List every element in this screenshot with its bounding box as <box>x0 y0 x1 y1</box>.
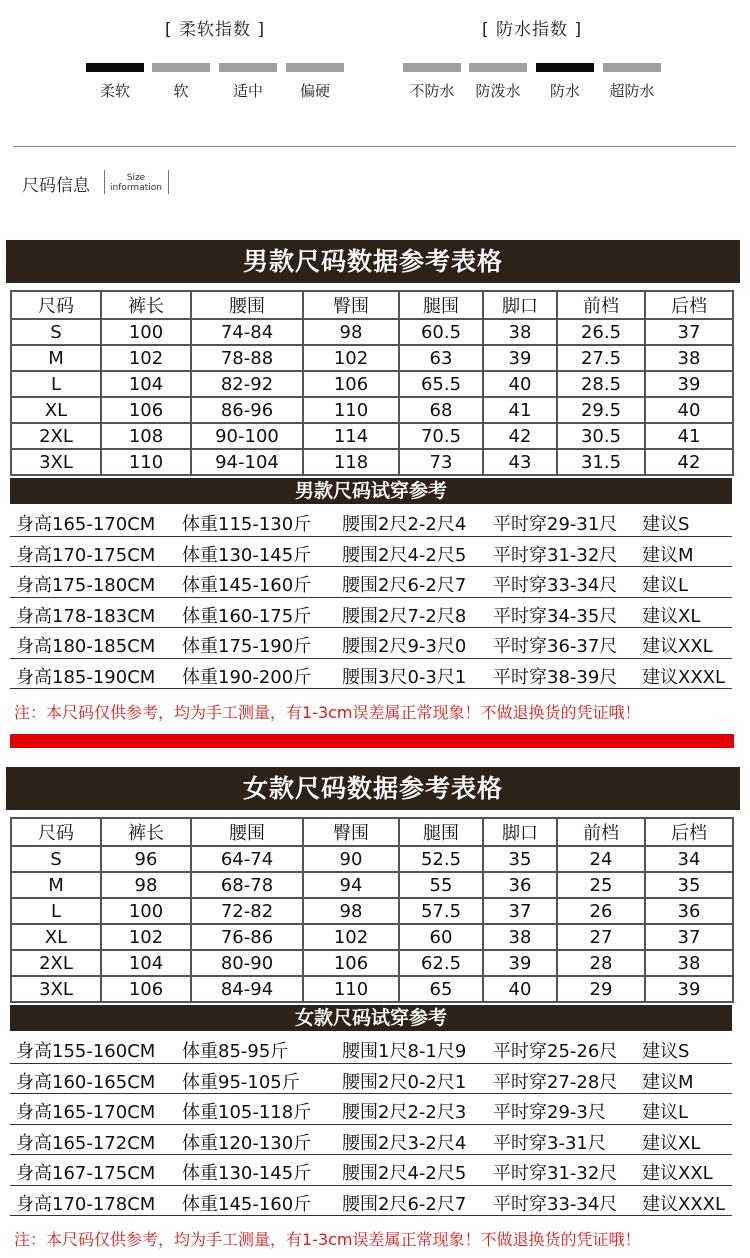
table-cell: 65.5 <box>399 371 483 397</box>
table-cell: 37 <box>645 924 733 950</box>
tryon-cell: 体重145-160斤 <box>182 575 312 596</box>
softness-label: 偏硬 <box>299 82 330 100</box>
table-row <box>11 423 733 449</box>
tryon-cell: 平时穿36-37尺 <box>493 636 618 657</box>
waterproof-label: 防泼水 <box>475 82 521 100</box>
table-cell: 76-86 <box>191 924 303 950</box>
softness-label: 软 <box>173 82 189 100</box>
tryon-cell: 体重120-130斤 <box>182 1132 312 1154</box>
tryon-cell: 体重105-118斤 <box>182 1102 312 1123</box>
tryon-row <box>10 1125 732 1156</box>
table-cell: 29.5 <box>557 397 645 423</box>
table-cell: 39 <box>645 371 733 397</box>
column-header: 前档 <box>557 291 645 319</box>
tryon-row <box>10 537 732 568</box>
table-cell: 24 <box>557 846 645 872</box>
column-header: 腿围 <box>399 818 483 846</box>
men-note: 注：本尺码仅供参考，均为手工测量，有1-3cm误差属正常现象！不做退换货的凭证哦！ <box>14 703 641 722</box>
tryon-cell: 体重190-200斤 <box>182 666 312 688</box>
tryon-cell: 平时穿31-32尺 <box>493 1163 618 1184</box>
tryon-cell: 身高185-190CM <box>16 666 156 688</box>
table-cell: 68 <box>399 397 483 423</box>
softness-label: 适中 <box>232 82 263 100</box>
table-row <box>11 319 733 345</box>
table-cell: 114 <box>303 423 399 449</box>
table-cell: 27 <box>557 924 645 950</box>
table-cell: 39 <box>483 950 557 976</box>
table-cell: 40 <box>645 397 733 423</box>
tryon-cell: 平时穿31-32尺 <box>493 544 618 566</box>
table-cell: 102 <box>303 924 399 950</box>
table-cell: 60 <box>399 924 483 950</box>
column-header: 后档 <box>645 818 733 846</box>
table-cell: 90 <box>303 846 399 872</box>
tryon-cell: 身高180-185CM <box>16 636 156 657</box>
table-cell: 26.5 <box>557 319 645 345</box>
table-cell: 25 <box>557 872 645 898</box>
tryon-cell: 平时穿29-31尺 <box>493 514 618 535</box>
table-cell: 98 <box>303 319 399 345</box>
tryon-row <box>10 1155 732 1186</box>
divider <box>104 170 105 194</box>
red-divider <box>10 734 734 748</box>
column-header: 臀围 <box>303 818 399 846</box>
tryon-cell: 平时穿33-34尺 <box>493 575 618 596</box>
table-cell: 106 <box>303 950 399 976</box>
table-cell: 98 <box>303 898 399 924</box>
table-cell: 74-84 <box>191 319 303 345</box>
tryon-cell: 身高178-183CM <box>16 605 156 627</box>
tryon-cell: 平时穿34-35尺 <box>493 605 618 627</box>
tryon-row <box>10 628 732 659</box>
table-cell: 41 <box>645 423 733 449</box>
table-cell: 38 <box>483 319 557 345</box>
tryon-cell: 体重160-175斤 <box>182 605 312 627</box>
table-row <box>11 872 733 898</box>
tryon-cell: 体重145-160斤 <box>182 1193 312 1215</box>
tryon-cell: 建议L <box>642 1102 689 1123</box>
table-cell: 26 <box>557 898 645 924</box>
tryon-cell: 建议XXL <box>642 1163 713 1184</box>
tryon-cell: 平时穿25-26尺 <box>493 1041 618 1062</box>
waterproof-label: 防水 <box>549 82 580 100</box>
table-cell: 100 <box>101 319 191 345</box>
tryon-cell: 建议XXL <box>642 636 713 657</box>
table-cell: XL <box>11 397 101 423</box>
table-row <box>11 449 733 475</box>
table-cell: 90-100 <box>191 423 303 449</box>
tryon-cell: 腰围2尺2-2尺3 <box>342 1102 467 1123</box>
tryon-cell: 身高170-178CM <box>16 1193 156 1215</box>
table-cell: 102 <box>101 924 191 950</box>
table-cell: 35 <box>645 872 733 898</box>
women-tryon-list <box>10 1033 732 1216</box>
table-cell: 100 <box>101 898 191 924</box>
table-cell: 3XL <box>11 449 101 475</box>
tryon-cell: 身高165-170CM <box>16 1102 156 1123</box>
column-header: 裤长 <box>101 818 191 846</box>
column-header: 腿围 <box>399 291 483 319</box>
tryon-cell: 平时穿33-34尺 <box>493 1193 618 1215</box>
table-cell: 68-78 <box>191 872 303 898</box>
table-row <box>11 924 733 950</box>
column-header: 后档 <box>645 291 733 319</box>
table-cell: 29 <box>557 976 645 1002</box>
column-header: 尺码 <box>11 818 101 846</box>
table-cell: 80-90 <box>191 950 303 976</box>
table-cell: M <box>11 345 101 371</box>
tryon-cell: 建议S <box>642 1041 690 1062</box>
softness-title: [ 柔软指数 ] <box>165 20 266 40</box>
table-cell: L <box>11 371 101 397</box>
table-cell: 37 <box>645 319 733 345</box>
table-cell: 36 <box>483 872 557 898</box>
tryon-cell: 体重175-190斤 <box>182 636 312 657</box>
tryon-cell: 平时穿29-3尺 <box>493 1102 606 1123</box>
table-cell: 42 <box>483 423 557 449</box>
tryon-row <box>10 1186 732 1217</box>
tryon-cell: 身高167-175CM <box>16 1163 156 1184</box>
table-cell: 52.5 <box>399 846 483 872</box>
table-row <box>11 397 733 423</box>
column-header: 脚口 <box>483 818 557 846</box>
tryon-cell: 建议XXXL <box>642 666 726 688</box>
men-tryon-banner: 男款尺码试穿参考 <box>10 478 732 504</box>
column-header: 裤长 <box>101 291 191 319</box>
divider <box>14 146 736 147</box>
men-table-banner: 男款尺码数据参考表格 <box>6 240 740 283</box>
table-cell: 70.5 <box>399 423 483 449</box>
table-cell: 40 <box>483 371 557 397</box>
tryon-cell: 体重115-130斤 <box>182 514 312 535</box>
table-cell: 31.5 <box>557 449 645 475</box>
table-cell: 38 <box>483 924 557 950</box>
softness-bar-1 <box>86 63 144 72</box>
tryon-cell: 体重130-145斤 <box>182 1163 312 1184</box>
tryon-cell: 建议L <box>642 575 689 596</box>
table-cell: 110 <box>303 397 399 423</box>
tryon-cell: 身高165-170CM <box>16 514 156 535</box>
table-cell: S <box>11 846 101 872</box>
table-header-row <box>11 818 733 846</box>
tryon-row <box>10 1033 732 1064</box>
tryon-cell: 建议XL <box>642 1132 701 1154</box>
table-cell: 36 <box>645 898 733 924</box>
table-cell: 110 <box>303 976 399 1002</box>
column-header: 脚口 <box>483 291 557 319</box>
table-cell: 63 <box>399 345 483 371</box>
table-header-row <box>11 291 733 319</box>
tryon-cell: 身高165-172CM <box>16 1132 156 1154</box>
waterproof-bar-1 <box>403 63 461 72</box>
men-tryon-list <box>10 506 732 689</box>
women-table-banner: 女款尺码数据参考表格 <box>6 767 740 810</box>
waterproof-title: [ 防水指数 ] <box>482 20 583 40</box>
softness-label: 柔软 <box>99 82 130 100</box>
tryon-cell: 建议S <box>642 514 690 535</box>
men-size-table <box>10 290 734 476</box>
table-cell: 35 <box>483 846 557 872</box>
tryon-cell: 体重85-95斤 <box>182 1041 289 1062</box>
tryon-cell: 身高175-180CM <box>16 575 156 596</box>
table-cell: 38 <box>645 950 733 976</box>
table-cell: 96 <box>101 846 191 872</box>
tryon-cell: 建议XL <box>642 605 701 627</box>
table-cell: 28.5 <box>557 371 645 397</box>
table-cell: 86-96 <box>191 397 303 423</box>
waterproof-label: 不防水 <box>409 82 455 100</box>
tryon-cell: 腰围3尺0-3尺1 <box>342 666 467 688</box>
tryon-cell: 平时穿38-39尺 <box>493 666 618 688</box>
column-header: 腰围 <box>191 291 303 319</box>
tryon-cell: 建议XXXL <box>642 1193 726 1215</box>
table-cell: 106 <box>101 976 191 1002</box>
tryon-row <box>10 506 732 537</box>
waterproof-label: 超防水 <box>609 82 655 100</box>
table-cell: 43 <box>483 449 557 475</box>
table-cell: 118 <box>303 449 399 475</box>
column-header: 腰围 <box>191 818 303 846</box>
column-header: 前档 <box>557 818 645 846</box>
tryon-cell: 腰围2尺9-3尺0 <box>342 636 467 657</box>
waterproof-bar-2 <box>469 63 527 72</box>
tryon-cell: 身高155-160CM <box>16 1041 156 1062</box>
tryon-cell: 体重95-105斤 <box>182 1071 300 1093</box>
table-cell: 2XL <box>11 950 101 976</box>
table-cell: 102 <box>101 345 191 371</box>
column-header: 臀围 <box>303 291 399 319</box>
table-cell: 34 <box>645 846 733 872</box>
table-cell: 104 <box>101 371 191 397</box>
tryon-cell: 腰围2尺2-2尺4 <box>342 514 467 535</box>
table-cell: 28 <box>557 950 645 976</box>
table-cell: 78-88 <box>191 345 303 371</box>
women-note: 注：本尺码仅供参考，均为手工测量，有1-3cm误差属正常现象！不做退换货的凭证哦！ <box>14 1230 641 1249</box>
tryon-cell: 腰围2尺6-2尺7 <box>342 1193 467 1215</box>
tryon-row <box>10 659 732 690</box>
size-info-subtitle-line2: information <box>110 183 162 193</box>
tryon-row <box>10 1064 732 1095</box>
table-cell: 102 <box>303 345 399 371</box>
table-cell: 64-74 <box>191 846 303 872</box>
table-cell: M <box>11 872 101 898</box>
table-cell: 27.5 <box>557 345 645 371</box>
divider <box>168 170 169 194</box>
table-cell: 84-94 <box>191 976 303 1002</box>
table-cell: 55 <box>399 872 483 898</box>
table-row <box>11 898 733 924</box>
tryon-cell: 腰围1尺8-1尺9 <box>342 1041 467 1062</box>
tryon-cell: 体重130-145斤 <box>182 544 312 566</box>
tryon-cell: 建议M <box>642 544 694 566</box>
waterproof-bar-4 <box>603 63 661 72</box>
table-row <box>11 950 733 976</box>
table-row <box>11 345 733 371</box>
table-cell: 110 <box>101 449 191 475</box>
table-cell: L <box>11 898 101 924</box>
tryon-cell: 身高170-175CM <box>16 544 156 566</box>
table-cell: 65 <box>399 976 483 1002</box>
tryon-row <box>10 567 732 598</box>
table-row <box>11 846 733 872</box>
table-cell: 108 <box>101 423 191 449</box>
table-cell: 39 <box>645 976 733 1002</box>
table-cell: 39 <box>483 345 557 371</box>
tryon-row <box>10 1094 732 1125</box>
tryon-cell: 身高160-165CM <box>16 1071 156 1093</box>
table-row <box>11 976 733 1002</box>
tryon-cell: 平时穿3-31尺 <box>493 1132 606 1154</box>
table-cell: XL <box>11 924 101 950</box>
table-cell: 30.5 <box>557 423 645 449</box>
table-cell: 94-104 <box>191 449 303 475</box>
table-cell: 37 <box>483 898 557 924</box>
column-header: 尺码 <box>11 291 101 319</box>
size-info-subtitle <box>110 173 162 193</box>
table-cell: 98 <box>101 872 191 898</box>
size-info-subtitle-line1: Size <box>126 173 146 183</box>
table-cell: 73 <box>399 449 483 475</box>
tryon-cell: 腰围2尺0-2尺1 <box>342 1071 467 1093</box>
table-cell: 60.5 <box>399 319 483 345</box>
table-cell: 62.5 <box>399 950 483 976</box>
table-cell: 94 <box>303 872 399 898</box>
table-cell: 72-82 <box>191 898 303 924</box>
softness-bar-2 <box>152 63 210 72</box>
softness-bar-4 <box>286 63 344 72</box>
tryon-cell: 腰围2尺3-2尺4 <box>342 1132 467 1154</box>
table-cell: 42 <box>645 449 733 475</box>
softness-bar-3 <box>219 63 277 72</box>
table-cell: 104 <box>101 950 191 976</box>
tryon-cell: 建议M <box>642 1071 694 1093</box>
table-cell: 3XL <box>11 976 101 1002</box>
table-cell: 40 <box>483 976 557 1002</box>
tryon-cell: 腰围2尺4-2尺5 <box>342 1163 467 1184</box>
women-size-table <box>10 817 734 1003</box>
size-info-title: 尺码信息 <box>22 176 90 196</box>
table-cell: 82-92 <box>191 371 303 397</box>
table-cell: 38 <box>645 345 733 371</box>
tryon-row <box>10 598 732 629</box>
table-cell: 106 <box>101 397 191 423</box>
tryon-cell: 腰围2尺4-2尺5 <box>342 544 467 566</box>
table-cell: 106 <box>303 371 399 397</box>
table-cell: 41 <box>483 397 557 423</box>
table-row <box>11 371 733 397</box>
tryon-cell: 腰围2尺7-2尺8 <box>342 605 467 627</box>
table-cell: 2XL <box>11 423 101 449</box>
waterproof-bar-3 <box>536 63 594 72</box>
table-cell: 57.5 <box>399 898 483 924</box>
women-tryon-banner: 女款尺码试穿参考 <box>10 1005 732 1031</box>
tryon-cell: 平时穿27-28尺 <box>493 1071 618 1093</box>
tryon-cell: 腰围2尺6-2尺7 <box>342 575 467 596</box>
table-cell: S <box>11 319 101 345</box>
